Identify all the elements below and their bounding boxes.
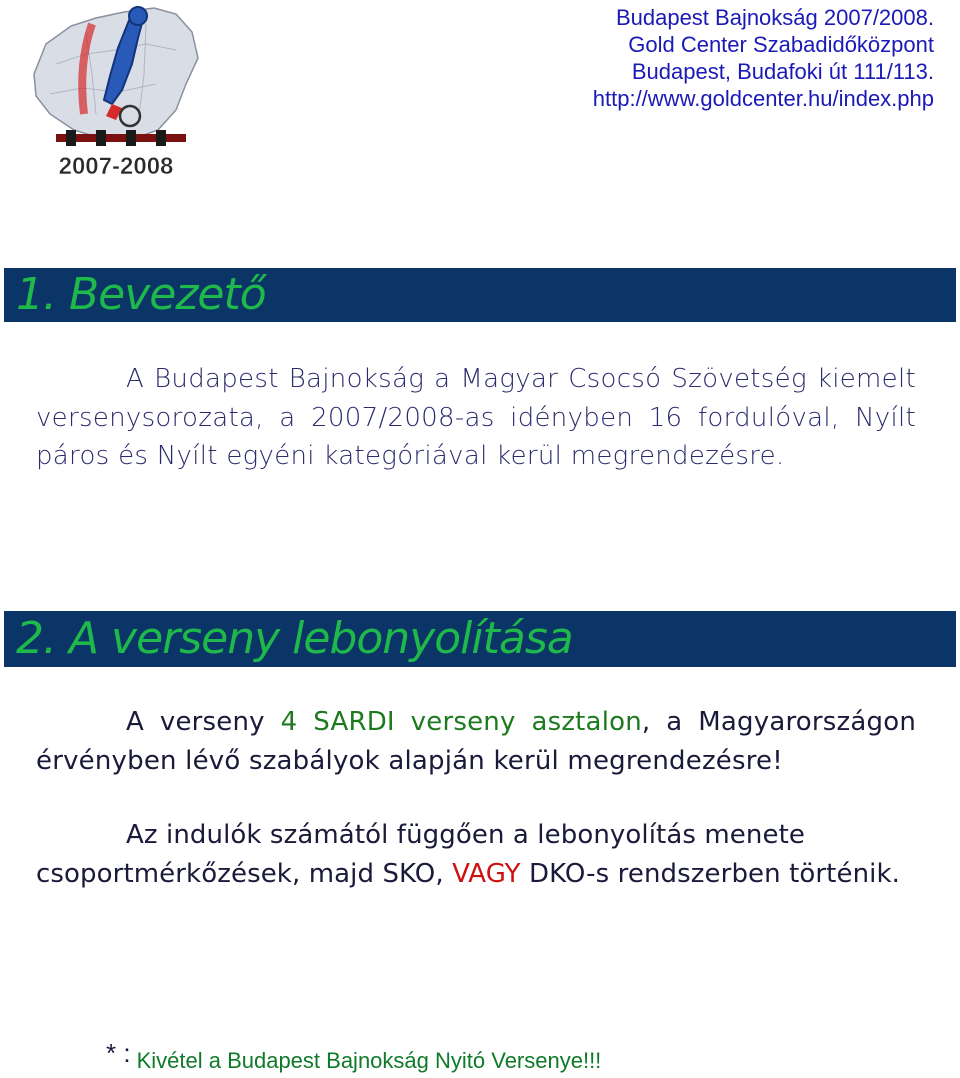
section-heading-organization: 2. A verseny lebonyolítása xyxy=(4,611,956,667)
footnote xyxy=(106,1038,601,1074)
format-text-end: DKO-s rendszerben történik. xyxy=(520,858,900,889)
tables-text-start: A verseny xyxy=(126,707,281,737)
footnote-text: Kivétel a Budapest Bajnokság Nyitó Versenye!!! xyxy=(136,1048,602,1073)
header-venue-url[interactable]: http://www.goldcenter.hu/index.php xyxy=(592,86,934,111)
venue-header xyxy=(593,4,934,112)
foosball-map-logo-icon xyxy=(26,4,206,188)
logo-year-text: 2007-2008 xyxy=(58,153,174,180)
intro-paragraph: A Budapest Bajnokság a Magyar Csocsó Szövetség kiemelt versenysorozata, a 2007/2008-as idényben 16 fordulóval, Nyílt páros és Nyílt egyéni kategóriával kerül megrendezésre. xyxy=(36,364,916,471)
format-highlight: VAGY xyxy=(452,858,521,889)
header-championship-title: Budapest Bajnokság 2007/2008. xyxy=(615,5,934,30)
format-text-start: Az indulók számától függően a lebonyolítás menete csoportmérkőzések, majd SKO, xyxy=(36,820,805,889)
organization-paragraph-format xyxy=(36,816,916,893)
tournament-logo xyxy=(26,4,206,188)
tables-highlight: 4 SARDI verseny asztalon xyxy=(280,707,642,737)
header-venue-name: Gold Center Szabadidőközpont xyxy=(628,32,934,57)
header-venue-address: Budapest, Budafoki út 111/113. xyxy=(631,59,934,84)
tables-text-end: , a Magyarországon érvényben lévő szabályok alapján kerül megrendezésre! xyxy=(36,707,916,776)
footnote-marker: * : xyxy=(106,1038,131,1068)
section-heading-intro: 1. Bevezető xyxy=(4,268,956,322)
organization-paragraph-tables xyxy=(36,703,916,780)
